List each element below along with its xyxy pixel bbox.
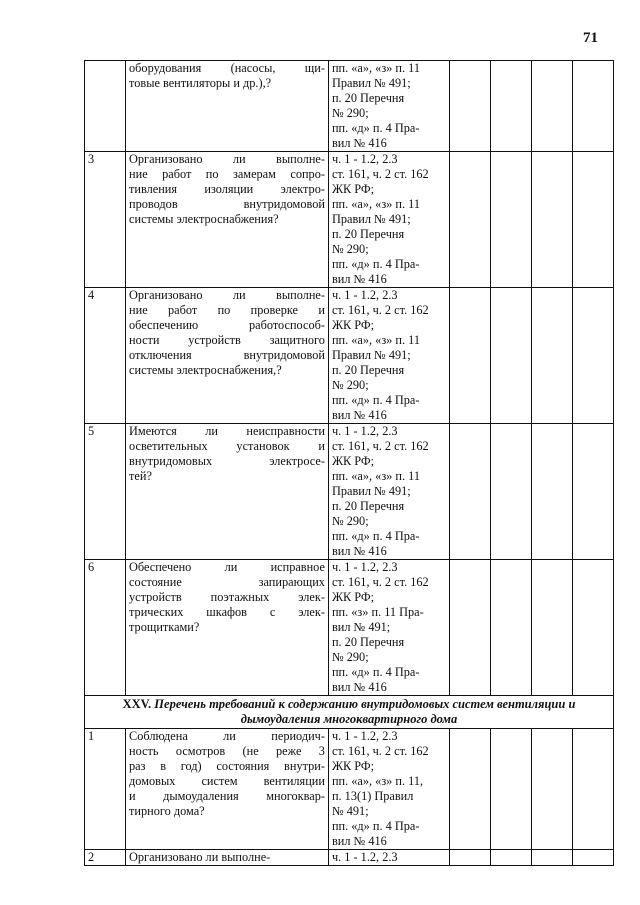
reference-line: ч. 1 - 1.2, 2.3 [331, 288, 398, 302]
question-line: и дымоудаления многоквар- [129, 789, 325, 803]
reference-line: ч. 1 - 1.2, 2.3 [331, 850, 398, 864]
reference-line: ЖК РФ; [331, 759, 375, 773]
answer-cell[interactable] [449, 560, 490, 696]
row-number: 3 [85, 152, 126, 288]
reference-line: вил № 416 [331, 136, 387, 150]
reference-line: № 491; [331, 804, 369, 818]
table-row [85, 61, 614, 152]
answer-cell[interactable] [531, 61, 572, 152]
answer-cell[interactable] [490, 850, 531, 866]
answer-cell[interactable] [572, 729, 613, 850]
reference-line: ч. 1 - 1.2, 2.3 [331, 152, 398, 166]
answer-cell[interactable] [490, 152, 531, 288]
answer-cell[interactable] [449, 61, 490, 152]
reference-line: пп. «д» п. 4 Пра- [331, 665, 420, 679]
answer-cell[interactable] [531, 560, 572, 696]
question-cell [126, 288, 329, 424]
answer-cell[interactable] [490, 560, 531, 696]
reference-line: пп. «д» п. 4 Пра- [331, 819, 420, 833]
question-line: товые вентиляторы и др.),? [129, 76, 272, 90]
legal-reference-cell [328, 61, 449, 152]
question-line: обеспечению работоспособ- [129, 318, 325, 332]
reference-line: вил № 416 [331, 408, 387, 422]
reference-line: пп. «д» п. 4 Пра- [331, 121, 420, 135]
reference-line: ст. 161, ч. 2 ст. 162 [331, 744, 429, 758]
answer-cell[interactable] [572, 61, 613, 152]
answer-cell[interactable] [449, 152, 490, 288]
reference-line: пп. «д» п. 4 Пра- [331, 393, 420, 407]
reference-line: Правил № 491; [331, 484, 411, 498]
table-row [85, 729, 614, 850]
reference-line: № 290; [331, 650, 369, 664]
answer-cell[interactable] [449, 850, 490, 866]
answer-cell[interactable] [490, 61, 531, 152]
reference-line: пп. «а», «з» п. 11 [331, 469, 420, 483]
question-line: осветительных установок и [129, 439, 325, 453]
reference-line: п. 20 Перечня [331, 635, 405, 649]
answer-cell[interactable] [531, 850, 572, 866]
table-part-electric [85, 61, 614, 696]
reference-line: вил № 491; [331, 620, 391, 634]
answer-cell[interactable] [572, 850, 613, 866]
reference-line: пп. «а», «з» п. 11 [331, 197, 420, 211]
question-line: состояние запирающих [129, 575, 325, 589]
question-cell [126, 61, 329, 152]
answer-cell[interactable] [531, 288, 572, 424]
question-cell [126, 850, 329, 866]
section-header-cell [85, 696, 614, 729]
reference-line: № 290; [331, 242, 369, 256]
question-line: внутридомовых электросе- [129, 454, 325, 468]
reference-line: пп. «а», «з» п. 11 [331, 333, 420, 347]
reference-line: Правил № 491; [331, 348, 411, 362]
section-title: Перечень требований к содержанию внутридомовых систем вентиляции и дымоудаления многоквартирного дома [154, 697, 576, 726]
table-section [85, 696, 614, 729]
row-number: 2 [85, 850, 126, 866]
reference-line: № 290; [331, 378, 369, 392]
reference-line: пп. «з» п. 11 Пра- [331, 605, 424, 619]
question-line: ность осмотров (не реже 3 [129, 744, 325, 758]
reference-line: № 290; [331, 106, 369, 120]
requirements-table [84, 60, 614, 866]
table-row [85, 152, 614, 288]
answer-cell[interactable] [449, 288, 490, 424]
reference-line: п. 20 Перечня [331, 363, 405, 377]
question-line: оборудования (насосы, щи- [129, 61, 325, 75]
reference-line: ст. 161, ч. 2 ст. 162 [331, 439, 429, 453]
question-cell [126, 152, 329, 288]
reference-line: пп. «д» п. 4 Пра- [331, 257, 420, 271]
answer-cell[interactable] [449, 729, 490, 850]
table-row [85, 288, 614, 424]
reference-line: п. 13(1) Правил [331, 789, 414, 803]
reference-line: ч. 1 - 1.2, 2.3 [331, 560, 398, 574]
reference-line: ст. 161, ч. 2 ст. 162 [331, 575, 429, 589]
reference-line: ЖК РФ; [331, 454, 375, 468]
answer-cell[interactable] [449, 424, 490, 560]
row-number [85, 61, 126, 152]
question-cell [126, 729, 329, 850]
answer-cell[interactable] [572, 288, 613, 424]
reference-line: ч. 1 - 1.2, 2.3 [331, 424, 398, 438]
reference-line: Правил № 491; [331, 212, 411, 226]
table-row [85, 424, 614, 560]
reference-line: п. 20 Перечня [331, 227, 405, 241]
question-line: домовых систем вентиляции [129, 774, 325, 788]
reference-line: ст. 161, ч. 2 ст. 162 [331, 303, 429, 317]
reference-line: п. 20 Перечня [331, 91, 405, 105]
answer-cell[interactable] [490, 729, 531, 850]
question-line: ние работ по проверке и [129, 303, 325, 317]
legal-reference-cell [328, 288, 449, 424]
answer-cell[interactable] [531, 152, 572, 288]
legal-reference-cell [328, 424, 449, 560]
question-line: системы электроснабжения? [129, 212, 279, 226]
row-number: 6 [85, 560, 126, 696]
question-line: устройств поэтажных элек- [129, 590, 325, 604]
reference-line: ЖК РФ; [331, 182, 375, 196]
legal-reference-cell [328, 152, 449, 288]
reference-line: п. 20 Перечня [331, 499, 405, 513]
question-line: раз в год) состояния внутри- [129, 759, 325, 773]
question-line: отключения внутридомовой [129, 348, 325, 362]
legal-reference-cell [328, 850, 449, 866]
question-line: тей? [129, 469, 152, 483]
question-line: Организовано ли выполне- [129, 850, 271, 864]
question-line: проводов внутридомовой [129, 197, 325, 211]
reference-line: вил № 416 [331, 680, 387, 694]
row-number: 1 [85, 729, 126, 850]
reference-line: вил № 416 [331, 272, 387, 286]
reference-line: пп. «а», «з» п. 11 [331, 61, 420, 75]
reference-line: ст. 161, ч. 2 ст. 162 [331, 167, 429, 181]
reference-line: ч. 1 - 1.2, 2.3 [331, 729, 398, 743]
answer-cell[interactable] [572, 424, 613, 560]
reference-line: пп. «д» п. 4 Пра- [331, 529, 420, 543]
answer-cell[interactable] [572, 152, 613, 288]
answer-cell[interactable] [531, 424, 572, 560]
question-line: ние работ по замерам сопро- [129, 167, 325, 181]
legal-reference-cell [328, 560, 449, 696]
reference-line: пп. «а», «з» п. 11, [331, 774, 424, 788]
table-row [85, 850, 614, 866]
section-header-row [85, 696, 614, 729]
reference-line: вил № 416 [331, 544, 387, 558]
page-number: 71 [583, 30, 598, 46]
question-line: Соблюдена ли периодич- [129, 729, 325, 743]
reference-line: ЖК РФ; [331, 318, 375, 332]
answer-cell[interactable] [490, 424, 531, 560]
question-cell [126, 424, 329, 560]
question-line: трощитками? [129, 620, 200, 634]
question-cell [126, 560, 329, 696]
answer-cell[interactable] [531, 729, 572, 850]
question-line: Организовано ли выполне- [129, 152, 325, 166]
legal-reference-cell [328, 729, 449, 850]
question-line: трических шкафов с элек- [129, 605, 325, 619]
question-line: системы электроснабжения,? [129, 363, 282, 377]
row-number: 5 [85, 424, 126, 560]
section-number: XXV. [122, 697, 152, 711]
question-line: Обеспечено ли исправное [129, 560, 325, 574]
table-row [85, 560, 614, 696]
answer-cell[interactable] [572, 560, 613, 696]
question-line: Организовано ли выполне- [129, 288, 325, 302]
question-line: тирного дома? [129, 804, 205, 818]
question-line: Имеются ли неисправности [129, 424, 325, 438]
question-line: ности устройств защитного [129, 333, 325, 347]
reference-line: Правил № 491; [331, 76, 411, 90]
question-line: тивления изоляции электро- [129, 182, 325, 196]
reference-line: вил № 416 [331, 834, 387, 848]
reference-line: № 290; [331, 514, 369, 528]
reference-line: ЖК РФ; [331, 590, 375, 604]
table-part-ventilation [85, 729, 614, 866]
answer-cell[interactable] [490, 288, 531, 424]
row-number: 4 [85, 288, 126, 424]
